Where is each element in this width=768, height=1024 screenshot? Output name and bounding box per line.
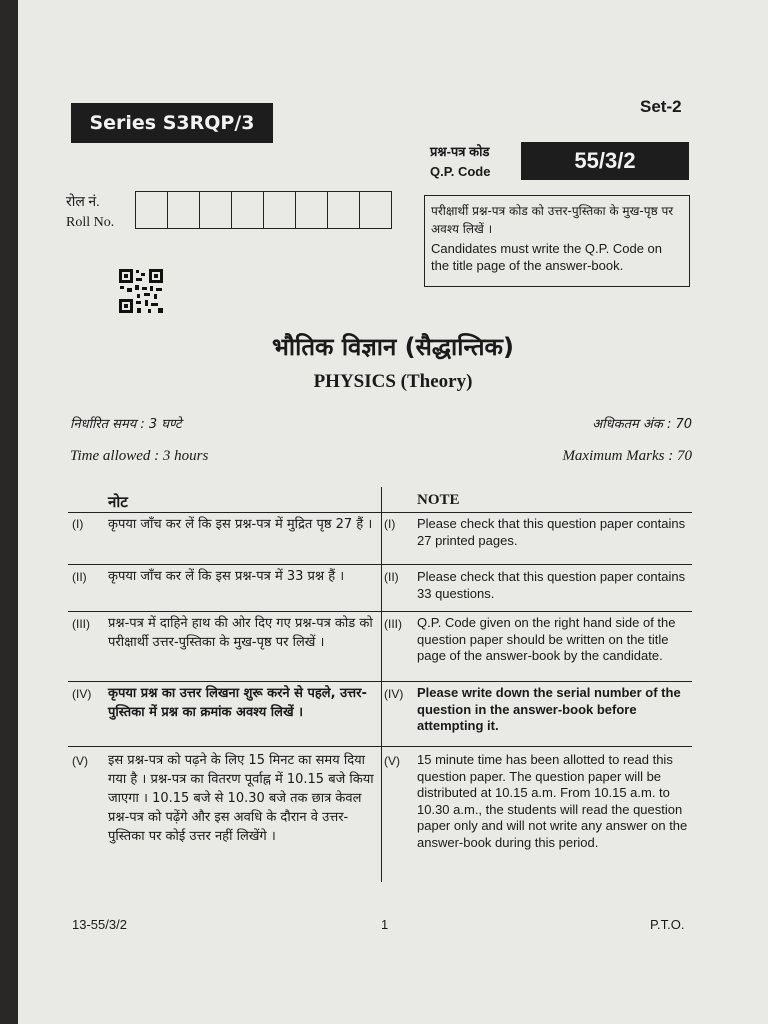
roll-number-label — [66, 193, 114, 233]
exam-paper-page — [18, 0, 768, 1024]
title-english: PHYSICS (Theory) — [313, 371, 473, 392]
note-text-english: Please check that this question paper contains 33 questions. — [417, 569, 686, 601]
max-marks-english: Maximum Marks : 70 — [562, 448, 692, 464]
set-label: Set-2 — [640, 97, 682, 116]
roll-digit-box[interactable] — [263, 192, 295, 228]
note-text-english: Q.P. Code given on the right hand side of the question paper should be written on the title page of the answer-book by the candidate. — [417, 615, 676, 663]
column-divider — [381, 487, 382, 882]
notice-english: Candidates must write the Q.P. Code on the title page of the answer-book. — [431, 241, 662, 273]
row-divider — [68, 746, 692, 747]
note-text-hindi: प्रश्न-पत्र में दाहिने हाथ की ओर दिए गए प्रश्न-पत्र कोड को परीक्षार्थी उत्तर-पुस्तिका के मुख-पृष्ठ पर लिखें । — [108, 616, 373, 650]
time-allowed-english: Time allowed : 3 hours — [70, 448, 209, 464]
note-number: (III) — [384, 617, 402, 631]
row-divider — [68, 512, 692, 513]
note-number: (V) — [384, 754, 400, 768]
candidate-notice-box — [424, 195, 690, 287]
note-number: (IV) — [384, 687, 404, 701]
series-label: Series S3RQP/3 — [71, 103, 273, 143]
note-text-hindi: कृपया जाँच कर लें कि इस प्रश्न-पत्र में 33 प्रश्न हैं । — [108, 569, 345, 584]
footer-paper-code: 13-55/3/2 — [72, 917, 127, 932]
roll-digit-box[interactable] — [231, 192, 263, 228]
note-text-english: Please write down the serial number of the question in the answer-book before attempting it. — [417, 685, 681, 733]
row-divider — [68, 564, 692, 565]
roll-digit-box[interactable] — [359, 192, 391, 228]
please-turn-over: P.T.O. — [650, 917, 685, 932]
notes-heading-hindi: नोट — [108, 493, 128, 511]
roll-digit-box[interactable] — [295, 192, 327, 228]
roll-digit-box[interactable] — [327, 192, 359, 228]
note-number: (II) — [72, 570, 87, 584]
notes-table — [68, 487, 692, 882]
qp-code-box: 55/3/2 — [521, 142, 689, 180]
note-number: (III) — [72, 617, 90, 631]
page-number: 1 — [381, 917, 389, 932]
notes-heading-english: NOTE — [417, 492, 460, 508]
note-text-hindi: कृपया जाँच कर लें कि इस प्रश्न-पत्र में मुद्रित पृष्ठ 27 हैं । — [108, 517, 373, 532]
qr-code-icon — [118, 268, 164, 314]
note-text-hindi: कृपया प्रश्न का उत्तर लिखना शुरू करने से पहले, उत्तर-पुस्तिका में प्रश्न का क्रमांक अवश्य लिखें । — [108, 686, 367, 720]
qp-code-label-hindi: प्रश्न-पत्र कोड — [430, 144, 490, 159]
title-hindi: भौतिक विज्ञान (सैद्धान्तिक) — [272, 333, 514, 361]
roll-label-english: Roll No. — [66, 215, 115, 230]
row-divider — [68, 681, 692, 682]
note-number: (I) — [72, 517, 84, 531]
note-text-english: Please check that this question paper contains 27 printed pages. — [417, 516, 686, 548]
qp-code-label — [430, 142, 490, 182]
note-number: (I) — [384, 517, 396, 531]
notice-hindi: परीक्षार्थी प्रश्न-पत्र कोड को उत्तर-पुस्तिका के मुख-पृष्ठ पर अवश्य लिखें । — [431, 204, 674, 236]
roll-number-boxes[interactable] — [135, 191, 392, 229]
note-number: (V) — [72, 754, 88, 768]
qp-code-label-english: Q.P. Code — [430, 164, 491, 179]
roll-digit-box[interactable] — [136, 192, 167, 228]
row-divider — [68, 611, 692, 612]
note-number: (IV) — [72, 687, 92, 701]
roll-digit-box[interactable] — [167, 192, 199, 228]
note-number: (II) — [384, 570, 399, 584]
roll-label-hindi: रोल नं. — [66, 195, 100, 210]
note-text-hindi: इस प्रश्न-पत्र को पढ़ने के लिए 15 मिनट का समय दिया गया है । प्रश्न-पत्र का वितरण पूर्वाह्न में 10.15 बजे किया जाएगा । 10.15 बजे से 10.30 बजे तक छात्र केवल प्रश्न-पत्र को पढ़ेंगे और इस अवधि के दौरान वे उत्तर-पुस्तिका पर कोई उत्तर नहीं लिखेंगे । — [108, 753, 374, 844]
max-marks-hindi: अधिकतम अंक : 70 — [592, 417, 692, 432]
note-text-english: 15 minute time has been allotted to read this question paper. The question paper will be distributed at 10.15 a.m. From 10.15 a.m. to 10.30 a.m., the students will read the question paper only and will not write any answer on the answer-book during this period. — [417, 752, 688, 850]
roll-digit-box[interactable] — [199, 192, 231, 228]
time-allowed-hindi: निर्धारित समय : 3 घण्टे — [70, 417, 182, 432]
